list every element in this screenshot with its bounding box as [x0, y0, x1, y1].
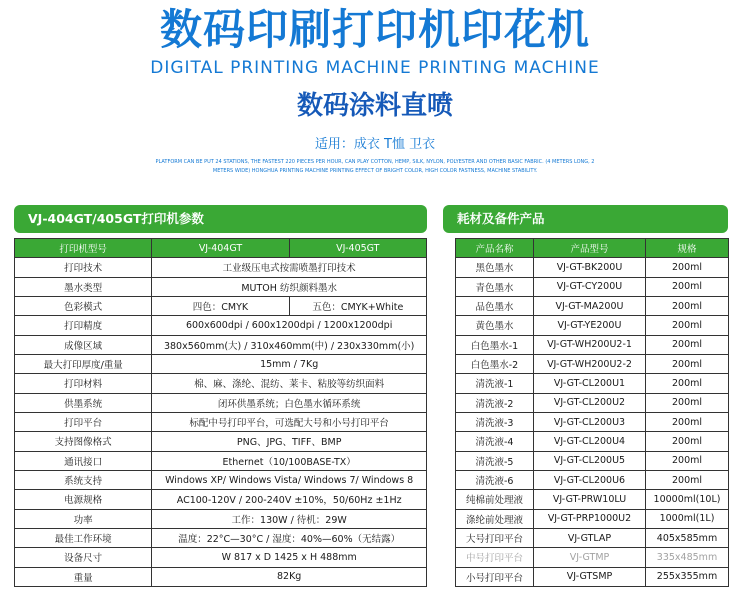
cons-row-name: 清洗液-5 [456, 451, 534, 470]
spec-row [15, 374, 427, 393]
consumables-row [456, 393, 729, 412]
spec-row-value: 600x600dpi / 600x1200dpi / 1200x1200dpi [152, 316, 427, 335]
cons-row-spec: 200ml [646, 393, 729, 412]
cons-row-name: 清洗液-6 [456, 470, 534, 489]
spec-row-label: 重量 [15, 567, 152, 586]
spec-row-value-405gt: 五色：CMYK+White [289, 296, 426, 315]
cons-row-model: VJ-GT-CL200U2 [534, 393, 646, 412]
spec-row [15, 335, 427, 354]
consumables-table-header-row [456, 239, 729, 258]
spec-row-label: 设备尺寸 [15, 548, 152, 567]
cons-row-name: 清洗液-3 [456, 412, 534, 431]
cons-row-spec: 335x485mm [646, 548, 729, 567]
spec-row-value: W 817 x D 1425 x H 488mm [152, 548, 427, 567]
spec-row-value: 棉、麻、涤纶、混纺、莱卡、粘胶等纺织面料 [152, 374, 427, 393]
description-text: PLATFORM CAN BE PUT 24 STATIONS, THE FASTEST 220 PIECES PER HOUR, CAN PLAY COTTON, HEMP, SILK, NYLON, POLYESTER AND OTHER BASIC FABRIC. (4 METERS LONG, 2 METERS WIDE) HONGHUA PRINTING MACHINE PRINTING EFFECT OF BRIGHT COLOR, HIGH COLOR FASTNESS, MACHINE STABILITY. [155, 159, 595, 174]
cons-row-spec: 1000ml(1L) [646, 509, 729, 528]
cons-row-model: VJ-GTMP [534, 548, 646, 567]
consumables-row [456, 277, 729, 296]
cons-row-name: 黑色墨水 [456, 258, 534, 277]
cons-col-name: 产品名称 [456, 239, 534, 258]
cons-row-model: VJ-GT-WH200U2-2 [534, 354, 646, 373]
consumables-row [456, 412, 729, 431]
cons-row-spec: 200ml [646, 316, 729, 335]
cons-row-model: VJ-GT-CY200U [534, 277, 646, 296]
cons-row-name: 白色墨水-2 [456, 354, 534, 373]
consumables-row [456, 490, 729, 509]
spec-row-label: 供墨系统 [15, 393, 152, 412]
spec-row-label: 打印材料 [15, 374, 152, 393]
cons-row-model: VJ-GT-PRW10LU [534, 490, 646, 509]
spec-row [15, 296, 427, 315]
cons-row-spec: 200ml [646, 258, 729, 277]
spec-row-label: 最大打印厚度/重量 [15, 354, 152, 373]
cons-row-model: VJ-GT-CL200U3 [534, 412, 646, 431]
consumables-table [455, 238, 729, 587]
consumables-row [456, 354, 729, 373]
consumables-row [456, 451, 729, 470]
spec-col-404gt: VJ-404GT [152, 239, 289, 258]
spec-row-label: 成像区域 [15, 335, 152, 354]
spec-row [15, 509, 427, 528]
spec-row-label: 墨水类型 [15, 277, 152, 296]
consumables-row [456, 470, 729, 489]
cons-row-spec: 200ml [646, 354, 729, 373]
spec-row-value: 82Kg [152, 567, 427, 586]
cons-col-spec: 规格 [646, 239, 729, 258]
consumables-row [456, 548, 729, 567]
cons-row-spec: 200ml [646, 470, 729, 489]
cons-row-name: 纯棉前处理液 [456, 490, 534, 509]
cons-row-model: VJ-GT-CL200U5 [534, 451, 646, 470]
spec-row-value: 工业级压电式按需喷墨打印技术 [152, 258, 427, 277]
spec-row-value: AC100-120V / 200-240V ±10%，50/60Hz ±1Hz [152, 490, 427, 509]
spec-row-label: 电源规格 [15, 490, 152, 509]
spec-row-label: 打印平台 [15, 412, 152, 431]
cons-row-spec: 10000ml(10L) [646, 490, 729, 509]
cons-col-model: 产品型号 [534, 239, 646, 258]
cons-row-model: VJ-GT-MA200U [534, 296, 646, 315]
spec-row-label: 最佳工作环境 [15, 528, 152, 547]
spec-row-label: 系统支持 [15, 470, 152, 489]
consumables-row [456, 509, 729, 528]
spec-row [15, 567, 427, 586]
cons-row-model: VJ-GT-CL200U6 [534, 470, 646, 489]
cons-row-model: VJ-GTSMP [534, 567, 646, 586]
spec-row-value: Ethernet（10/100BASE-TX） [152, 451, 427, 470]
cons-row-spec: 200ml [646, 432, 729, 451]
spec-row-value: 温度：22°C—30°C / 湿度：40%—60%（无结露） [152, 528, 427, 547]
consumables-row [456, 374, 729, 393]
cons-row-name: 小号打印平台 [456, 567, 534, 586]
cons-row-spec: 255x355mm [646, 567, 729, 586]
spec-row-label: 功率 [15, 509, 152, 528]
cons-row-name: 黄色墨水 [456, 316, 534, 335]
cons-row-spec: 200ml [646, 296, 729, 315]
usage-text: 适用：成衣 T恤 卫衣 [314, 137, 436, 152]
consumables-row [456, 432, 729, 451]
spec-row [15, 393, 427, 412]
consumables-row [456, 335, 729, 354]
spec-row-label: 色彩模式 [15, 296, 152, 315]
cons-row-model: VJ-GT-PRP1000U2 [534, 509, 646, 528]
main-title: 数码印刷打印机印花机 [159, 5, 590, 54]
cons-row-model: VJ-GT-YE200U [534, 316, 646, 335]
cons-row-name: 品色墨水 [456, 296, 534, 315]
cons-row-model: VJ-GT-WH200U2-1 [534, 335, 646, 354]
consumables-row [456, 567, 729, 586]
cons-row-name: 中号打印平台 [456, 548, 534, 567]
cons-row-spec: 200ml [646, 451, 729, 470]
cons-row-spec: 200ml [646, 277, 729, 296]
spec-row [15, 412, 427, 431]
spec-row-value: 380x560mm(大) / 310x460mm(中) / 230x330mm(小) [152, 335, 427, 354]
spec-row-value: 15mm / 7Kg [152, 354, 427, 373]
consumables-row [456, 528, 729, 547]
cons-row-name: 涤纶前处理液 [456, 509, 534, 528]
spec-row [15, 451, 427, 470]
spec-row-value: 闭环供墨系统；白色墨水循环系统 [152, 393, 427, 412]
consumables-panel-header: 耗材及备件产品 [443, 205, 728, 233]
spec-row [15, 316, 427, 335]
subtitle: 数码涂料直喷 [296, 91, 453, 121]
spec-row-value: MUTOH 纺织颜料墨水 [152, 277, 427, 296]
spec-row-label: 支持图像格式 [15, 432, 152, 451]
cons-row-name: 清洗液-2 [456, 393, 534, 412]
spec-row-value: PNG、JPG、TIFF、BMP [152, 432, 427, 451]
spec-row-value-404gt: 四色：CMYK [152, 296, 289, 315]
spec-row-value: Windows XP/ Windows Vista/ Windows 7/ Windows 8 [152, 470, 427, 489]
cons-row-spec: 405x585mm [646, 528, 729, 547]
spec-row [15, 354, 427, 373]
english-title: DIGITAL PRINTING MACHINE PRINTING MACHINE [150, 58, 600, 78]
consumables-row [456, 296, 729, 315]
cons-row-model: VJ-GT-CL200U1 [534, 374, 646, 393]
cons-row-spec: 200ml [646, 335, 729, 354]
spec-row-label: 打印技术 [15, 258, 152, 277]
cons-row-spec: 200ml [646, 374, 729, 393]
cons-row-model: VJ-GTLAP [534, 528, 646, 547]
consumables-row [456, 316, 729, 335]
spec-table-header-row [15, 239, 427, 258]
spec-row-label: 打印精度 [15, 316, 152, 335]
spec-row [15, 548, 427, 567]
cons-row-name: 白色墨水-1 [456, 335, 534, 354]
spec-row [15, 277, 427, 296]
spec-row-value: 工作：130W / 待机：29W [152, 509, 427, 528]
spec-row [15, 432, 427, 451]
cons-row-spec: 200ml [646, 412, 729, 431]
spec-row [15, 258, 427, 277]
spec-row [15, 528, 427, 547]
cons-row-name: 清洗液-4 [456, 432, 534, 451]
consumables-row [456, 258, 729, 277]
spec-col-model: 打印机型号 [15, 239, 152, 258]
spec-row-value: 标配中号打印平台，可选配大号和小号打印平台 [152, 412, 427, 431]
spec-col-405gt: VJ-405GT [289, 239, 426, 258]
cons-row-model: VJ-GT-CL200U4 [534, 432, 646, 451]
spec-table [14, 238, 427, 587]
spec-row [15, 470, 427, 489]
cons-row-name: 大号打印平台 [456, 528, 534, 547]
spec-panel-header: VJ-404GT/405GT打印机参数 [14, 205, 427, 233]
cons-row-name: 青色墨水 [456, 277, 534, 296]
spec-row [15, 490, 427, 509]
spec-row-label: 通讯接口 [15, 451, 152, 470]
cons-row-model: VJ-GT-BK200U [534, 258, 646, 277]
cons-row-name: 清洗液-1 [456, 374, 534, 393]
